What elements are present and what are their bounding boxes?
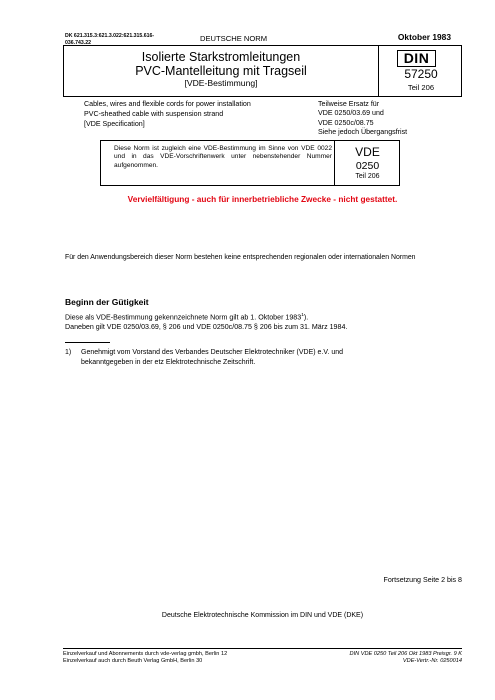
- footnote-text: [81, 348, 343, 367]
- footer-right-line-2: VDE-Vertr.-Nr. 0250014: [402, 658, 462, 665]
- validity-line-2: Daneben gilt VDE 0250/03.69, § 206 und VDE 0250c/08.75 § 206 bis zum 31. März 1984.: [65, 323, 348, 332]
- validity-line-1: [65, 311, 347, 322]
- commission-line: Deutsche Elektrotechnische Kommission im DIN und VDE (DKE): [161, 612, 364, 619]
- validity-heading: Beginn der Gütigkeit: [65, 297, 149, 307]
- footer-rule: [63, 648, 462, 649]
- replacement-note: [318, 100, 407, 138]
- scope-note: Für den Anwendungsbereich dieser Norm bestehen keine entsprechenden regionalen oder internationalen Normen: [65, 254, 416, 261]
- english-title: [84, 100, 251, 129]
- document-subtitle: [VDE-Bestimmung]: [184, 78, 258, 88]
- footer-right-line-1: DIN VDE 0250 Teil 206 Okt 1983 Preisgr. 9 K: [349, 651, 462, 657]
- footnote-line-2: bekanntgegeben in der etz Elektrotechnische Zeitschrift.: [81, 358, 256, 366]
- english-title-line-1: Cables, wires and flexible cords for power installation: [84, 100, 251, 108]
- din-logo: DIN: [397, 50, 436, 67]
- din-number: 57250: [404, 67, 438, 81]
- dk-line-1: DK 621.315.3:621.3.022:621.315.616-: [65, 33, 155, 39]
- vde-part: Teil 206: [355, 173, 380, 180]
- vde-info-text: Diese Norm ist zugleich eine VDE-Bestimmung im Sinne von VDE 0022 und in das VDE-Vorschriftenwerk unter nebenstehender Nummer aufgenommen.: [114, 145, 332, 169]
- footer-sales-info: [63, 651, 227, 665]
- replacement-line-2: VDE 0250/03.69 und: [318, 109, 384, 118]
- validity-text: [65, 311, 347, 332]
- norm-label: DEUTSCHE NORM: [200, 34, 268, 43]
- title-line-1: Isolierte Starkstromleitungen: [141, 50, 301, 64]
- title-block-divider: [378, 45, 379, 97]
- footnote-ref: 1: [301, 313, 304, 318]
- vde-label: VDE: [355, 145, 380, 159]
- english-title-line-2: PVC-sheathed cable with suspension strand: [84, 109, 224, 118]
- vde-number: 0250: [355, 160, 380, 172]
- document-title: [64, 50, 378, 78]
- dk-line-2: 036.743.22: [65, 39, 91, 46]
- footnote-rule: [65, 342, 110, 343]
- continuation-note: Fortsetzung Seite 2 bis 8: [383, 576, 462, 584]
- title-line-2: PVC-Mantelleitung mit Tragseil: [135, 64, 307, 78]
- footnote-line-1: Genehmigt vom Vorstand des Verbandes Deutscher Elektrotechniker (VDE) e.V. und: [81, 349, 343, 356]
- validity-line-1-text: Diese als VDE-Bestimmung gekennzeichnete Norm gilt ab 1. Oktober 1983: [65, 313, 302, 322]
- footer-left-line-1: Einzelverkauf und Abonnements durch vde-verlag gmbh, Berlin 12: [63, 651, 228, 657]
- copy-warning: Vervielfältigung - auch für innerbetriebliche Zwecke - nicht gestattet.: [127, 194, 398, 204]
- english-title-line-3: [VDE Specification]: [84, 119, 145, 128]
- replacement-line-4: Siehe jedoch Übergangsfrist: [318, 128, 408, 137]
- publication-date: Oktober 1983: [397, 32, 451, 42]
- din-part: Teil 206: [407, 83, 435, 92]
- footnote-marker: 1): [65, 349, 72, 356]
- footer-left-line-2: Einzelverkauf auch durch Beuth Verlag GmbH, Berlin 30: [63, 658, 203, 665]
- replacement-line-3: VDE 0250c/08.75: [318, 118, 374, 127]
- footer-doc-info: [350, 651, 462, 665]
- replacement-line-1: Teilweise Ersatz für: [318, 100, 380, 108]
- validity-line-1-end: ).: [303, 313, 309, 322]
